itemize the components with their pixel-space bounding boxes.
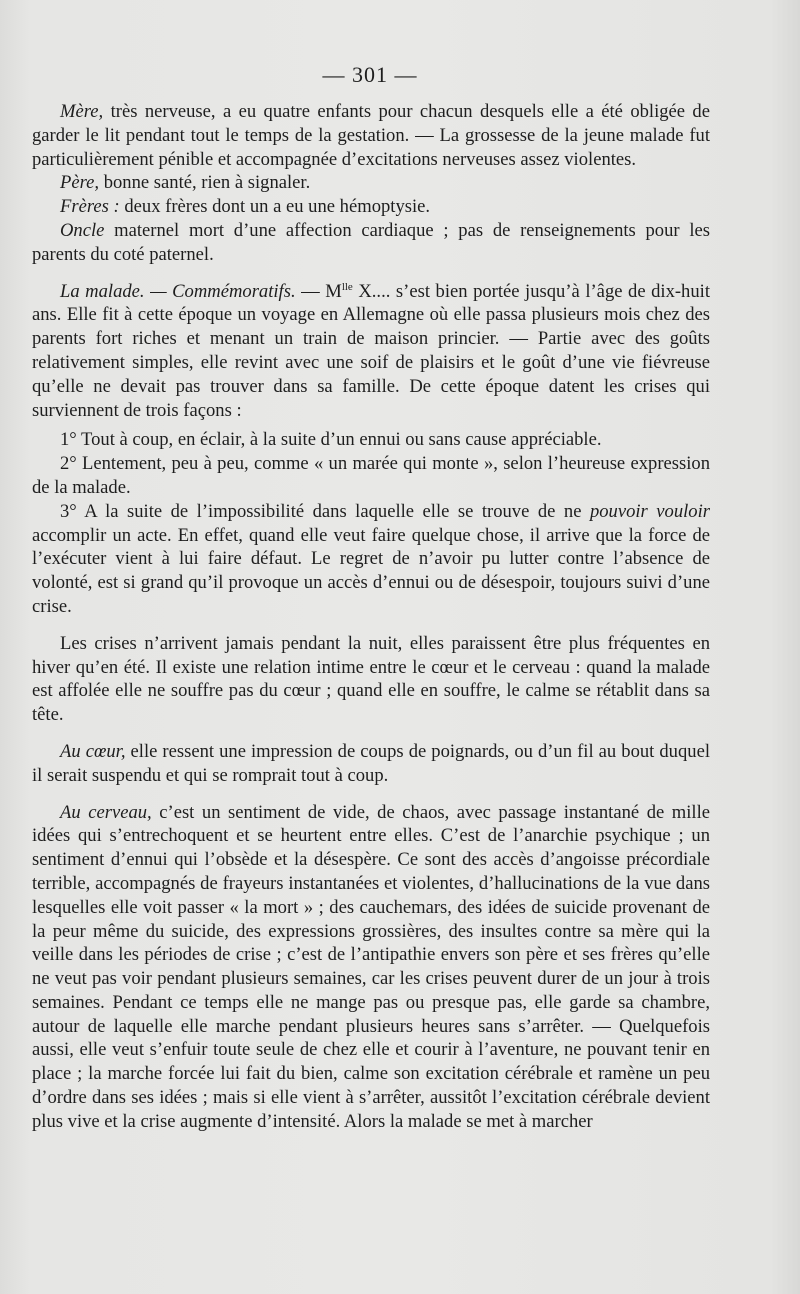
emphasis: pouvoir vouloir (589, 500, 711, 522)
paragraph-brothers (32, 195, 710, 219)
lead-word: Mère, (60, 101, 104, 122)
lead-word: Frères : (60, 196, 120, 218)
paragraph-text: très nerveuse, a eu quatre enfants pour chacun desquels elle a été obligée de garder le lit pendant tout le temps de la gestation. — La grossesse de la jeune malade fut particulièrement pénible et accompagnée d’excitations nerveuses assez violentes. (32, 101, 710, 170)
paragraph-text: bonne santé, rien à signaler. (99, 172, 311, 194)
lead-word: Oncle (60, 219, 105, 241)
section-heading: La malade. — Commémoratifs. (60, 280, 296, 302)
list-item-2: 2° Lentement, peu à peu, comme « un marée qui monte », selon l’heureuse expression de la malade. (32, 453, 710, 498)
paragraph-brain (32, 801, 710, 1134)
paragraph-text: 3° A la suite de l’impossibilité dans laquelle elle se trouve de ne (60, 500, 590, 522)
paragraph-text: elle ressent une impression de coups de poignards, ou d’un fil au bout duquel il serait suspendu et qui se romprait tout à coup. (32, 740, 710, 786)
lead-word: Au cœur, (60, 740, 126, 762)
paragraph-patient (32, 280, 710, 423)
list-item-3 (32, 500, 710, 619)
title-prefix: — M (295, 280, 342, 302)
page-number: — 301 — (322, 62, 418, 87)
list-item-1: 1° Tout à coup, en éclair, à la suite d’un ennui ou sans cause appréciable. (60, 429, 602, 451)
body-text (32, 100, 710, 1134)
paragraph-text: c’est un sentiment de vide, de chaos, avec passage instantané de mille idées qui s’entrechoquent et se heurtent entre elles. C’est de l’anarchie psychique ; un sentiment d’ennui qui l’obsède et la désespère. Ce sont des accès d’angoisse précordiale terrible, accompagnés de frayeurs instantanées et violentes, d’hallucinations de la vue dans lesquelles elle voit passer « la mort » ; des cauchemars, des idées de suicide provenant de la peur même du suicide, des expressions grossières, des insultes contre sa mère qui la veille dans les périodes de crise ; c’est de l’antipathie envers son père et ses frères qu’elle ne veut pas voir pendant plusieurs semaines, car les crises peuvent durer de un jour à trois semaines. Pendant ce temps elle ne mange pas ou presque pas, elle garde sa chambre, autour de laquelle elle marche pendant plusieurs heures sans s’arrêter. — Quelquefois aussi, elle veut s’enfuir toute seule de chez elle et courir à l’aventure, ne pouvant tenir en place ; la marche forcée lui fait du bien, calme son excitation cérébrale et ramène un peu d’ordre dans ses idées ; mais si elle vient à s’arrêter, aussitôt l’excitation cérébrale devient plus vive et la crise augmente d’intensité. Alors la malade se met à marcher (32, 801, 711, 1132)
paragraph-text: deux frères dont un a eu une hémoptysie. (119, 196, 431, 218)
paragraph-text: accomplir un acte. En effet, quand elle veut faire quelque chose, il arrive que la force de l’exécuter vient à lui faire défaut. Le regret de n’avoir pu lutter contre l’absence de volonté, est si grand qu’il provoque un accès d’ennui ou de désespoir, toujours suivi d’une crise. (32, 524, 710, 617)
paragraph-uncle (32, 219, 710, 267)
paragraph-heart (32, 740, 710, 788)
title-superscript: lle (341, 280, 353, 293)
paragraph-mother (32, 100, 710, 171)
lead-word: Père, (60, 172, 100, 194)
paragraph-text: maternel mort d’une affection cardiaque ; pas de renseignements pour les parents du coté paternel. (32, 219, 710, 265)
paragraph-text: X.... s’est bien portée jusqu’à l’âge de dix-huit ans. Elle fit à cette époque un voyage en Allemagne où elle passa plusieurs mois chez des parents fort riches et menant un train de maison princier. — Partie avec des goûts relativement simples, elle revint avec une soif de plaisirs et le goût d’une vie fiévreuse qu’elle ne devait pas trouver dans sa famille. De cette époque datent les crises qui surviennent de trois façons : (32, 280, 710, 421)
paragraph-father (32, 171, 710, 195)
paragraph-crises: Les crises n’arrivent jamais pendant la nuit, elles paraissent être plus fréquentes en hiver qu’en été. Il existe une relation intime entre le cœur et le cerveau : quand la malade est affolée elle ne souffre pas du cœur ; quand elle en souffre, le calme se rétablit dans sa tête. (32, 632, 710, 726)
lead-word: Au cerveau, (60, 801, 152, 823)
